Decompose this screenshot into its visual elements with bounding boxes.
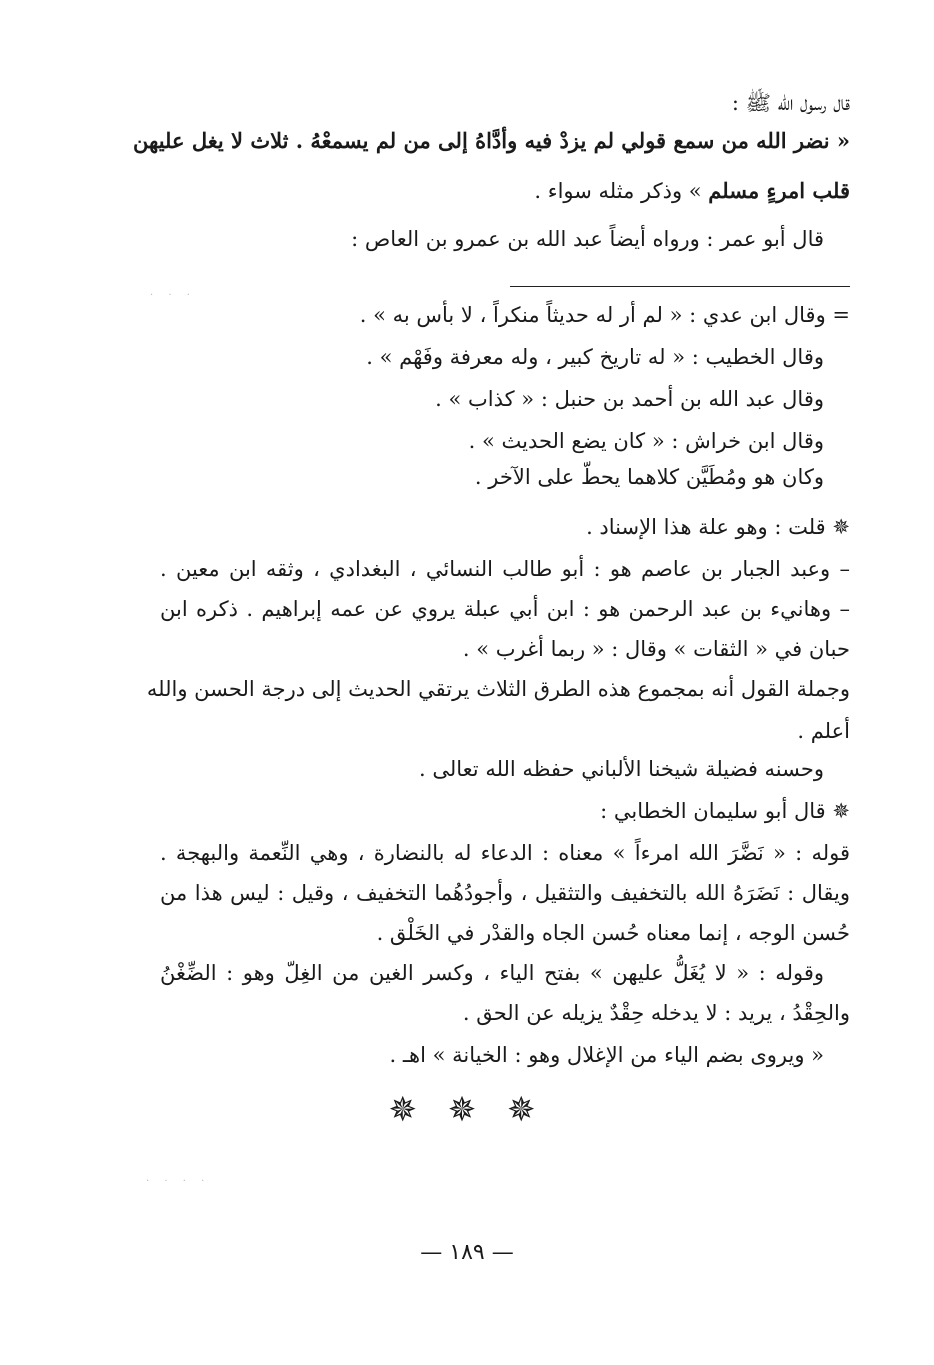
footnote-line: حبان في « الثقات » وقال : « ربما أغرب » .: [462, 637, 850, 661]
footnote-line: وجملة القول أنه بمجموع هذه الطرق الثلاث يرتقي الحديث إلى درجة الحسن والله: [146, 677, 850, 701]
footnote-line: – وعبد الجبار بن عاصم هو : أبو طالب النسائي ، البغدادي ، وثقه ابن معين .: [160, 557, 850, 581]
footnote-line: « ويروى بضم الياء من الإغلال وهو : الخيانة » اهـ .: [389, 1043, 824, 1067]
footnote-line: وقال ابن خراش : « كان يضع الحديث » .: [468, 429, 824, 453]
footnote-line: ✵ قال أبو سليمان الخطابي :: [600, 799, 850, 823]
footnote-divider: [510, 286, 850, 287]
footnote-line: والحِقْدُ ، يريد : لا يدخله حِقْدٌ يزيله عن الحق .: [462, 1001, 850, 1025]
footnote-line: – وهانيء بن عبد الرحمن هو : ابن أبي عبلة يروي عن عمه إبراهيم . ذكره ابن: [160, 597, 850, 621]
footnote-line: ✵ قلت : وهو علة هذا الإسناد .: [586, 515, 850, 539]
footnote-line: أعلم .: [797, 719, 850, 743]
section-ornament: ✵ ✵ ✵: [388, 1090, 546, 1130]
footnote-line: وقوله : « لا يُغَلُّ عليهن » بفتح الياء ، وكسر الغين من الغِلّ وهو : الضِّغْنُ: [160, 961, 824, 985]
footnote-line: وقال عبد الله بن أحمد بن حنبل : « كذاب » .: [435, 387, 824, 411]
footnote-line: وكان هو ومُطَيَّن كلاهما يحطّ على الآخر .: [474, 465, 824, 489]
footnote-line: ويقال : نَضَرَهُ الله بالتخفيف والتثقيل ، وأجودُهُما التخفيف ، وقيل : ليس هذا من: [160, 881, 850, 905]
scan-dots: · · ·: [150, 290, 196, 301]
scan-dots: · · · ·: [146, 1176, 211, 1187]
footnote-line: وقال الخطيب : « له تاريخ كبير ، وله معرفة وفَهْم » .: [366, 345, 824, 369]
footnote-line: حُسن الوجه ، إنما معناه حُسن الجاه والقدْر في الخَلْق .: [376, 921, 850, 945]
footnote-line: قوله : « نَضَّرَ الله امرءاً » معناه : الدعاء له بالنضارة ، وهي النِّعمة والبهجة .: [160, 841, 850, 865]
text-line: « نضر الله من سمع قولي لم يزدْ فيه وأدَّاهُ إلى من لم يسمعْهُ . ثلاث لا يغل عليهن: [133, 128, 850, 153]
text-line: قال رسول الله ﷺ :: [731, 91, 850, 115]
text-line: قلب امرءٍ مسلم » وذكر مثله سواء .: [534, 178, 850, 203]
footnote-line: = وقال ابن عدي : « لم أر له حديثاً منكراً ، لا بأس به » .: [359, 303, 850, 327]
page-number: — ١٨٩ —: [420, 1240, 514, 1265]
text-line: قال أبو عمر : ورواه أيضاً عبد الله بن عمرو بن العاص :: [351, 227, 824, 251]
footnote-line: وحسنه فضيلة شيخنا الألباني حفظه الله تعالى .: [419, 757, 824, 781]
